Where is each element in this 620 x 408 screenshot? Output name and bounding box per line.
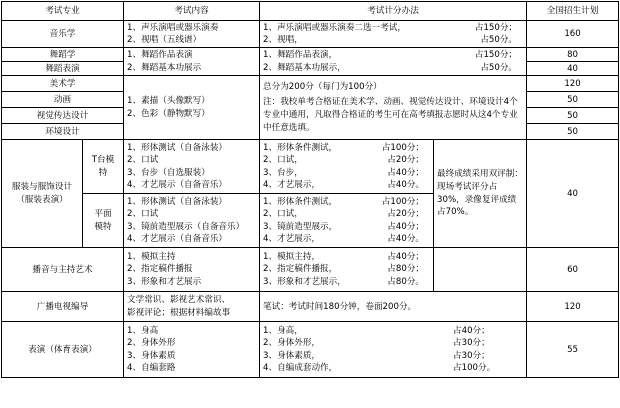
major-name: 舞蹈表演 — [2, 62, 124, 76]
major-name: 广播电视编导 — [2, 292, 124, 322]
quota-value: 120 — [527, 76, 619, 92]
quota-value: 40 — [527, 62, 619, 76]
scoring-method: 1、舞蹈作品表演， 占150分； 2、舞蹈基本功展示， 占50分。 — [260, 48, 527, 76]
scoring-method: 总分为200分（每门为100分） 注：我校单考合格证在美术学、动画、视觉传达设计、环境设计4个专业中通用，凡取得合格证的考生可在高考填报志愿时从这4个专业中任意选填。 — [260, 76, 527, 140]
sub-major-name: T台模特 — [83, 140, 124, 194]
major-name: 播音与主持艺术 — [2, 248, 124, 292]
scoring-method: 笔试：考试时间180分钟，卷面200分。 — [260, 292, 527, 322]
exam-content: 1、形体测试（自备泳装） 2、口试 3、镜前造型展示（自备音乐） 4、才艺展示（自备音乐） — [124, 194, 260, 248]
table-row — [2, 248, 619, 292]
scoring-method: 1、形体条件测试， 占100分； 2、口试， 占20分； 3、台步， 占40分； 4、才艺展示， 占40分。 — [260, 140, 434, 194]
final-score-note: 最终成绩采用双评制：现场考试评分占30%，录像复评成绩占70%。 — [434, 140, 527, 248]
table-row — [2, 322, 619, 378]
empty-cell — [434, 248, 527, 292]
table-row — [2, 292, 619, 322]
major-name: 表演（体育表演） — [2, 322, 124, 378]
scoring-method: 1、身高， 占40分； 2、身体外形， 占30分； 3、身体素质， 占30分； 4、自编成套动作， 占100分。 — [260, 322, 527, 378]
sub-major-name: 平面模特 — [83, 194, 124, 248]
scoring-method: 1、形体条件测试， 占100分； 2、口试， 占20分； 3、镜前造型展示， 占40分； 4、才艺展示， 占40分。 — [260, 194, 434, 248]
table-row — [2, 21, 619, 48]
admission-exam-table — [1, 1, 619, 378]
scoring-method: 1、声乐演唱或器乐演奏二选一考试， 占150分； 2、视唱， 占50分。 — [260, 21, 527, 48]
table-row — [2, 76, 619, 92]
table-row — [2, 48, 619, 62]
scoring-method: 1、模拟主持， 占40分； 2、指定稿件播报， 占80分； 3、形象和才艺展示， 占80分。 — [260, 248, 434, 292]
quota-value: 120 — [527, 292, 619, 322]
major-name: 视觉传达设计 — [2, 108, 124, 124]
major-name: 舞蹈学 — [2, 48, 124, 62]
quota-value: 60 — [527, 248, 619, 292]
exam-content: 1、舞蹈作品表演 2、舞蹈基本功展示 — [124, 48, 260, 76]
major-name: 环境设计 — [2, 124, 124, 140]
major-name: 服装与服饰设计（服装表演） — [2, 140, 83, 248]
quota-value: 50 — [527, 92, 619, 108]
table-row — [2, 140, 619, 194]
quota-value: 40 — [527, 140, 619, 248]
exam-content: 1、声乐演唱或器乐演奏 2、视唱（五线谱） — [124, 21, 260, 48]
major-name: 音乐学 — [2, 21, 124, 48]
quota-value: 50 — [527, 108, 619, 124]
major-name: 动画 — [2, 92, 124, 108]
header-row — [2, 2, 619, 21]
header-scoring: 考试计分办法 — [260, 2, 527, 21]
header-major: 考试专业 — [2, 2, 124, 21]
quota-value: 160 — [527, 21, 619, 48]
quota-value: 50 — [527, 124, 619, 140]
exam-content: 1、身高 2、身体外形 3、身体素质 4、自编套路 — [124, 322, 260, 378]
exam-content: 1、形体测试（自备泳装） 2、口试 3、台步（自选服装） 4、才艺展示（自备音乐） — [124, 140, 260, 194]
header-quota: 全国招生计划 — [527, 2, 619, 21]
exam-content: 1、模拟主持 2、指定稿件播报 3、形象和才艺展示 — [124, 248, 260, 292]
header-content: 考试内容 — [124, 2, 260, 21]
exam-content: 文学常识、影视艺术常识、 影视评论；根据材料编故事 — [124, 292, 260, 322]
exam-content: 1、素描（头像默写） 2、色彩（静物默写） — [124, 76, 260, 140]
quota-value: 80 — [527, 48, 619, 62]
major-name: 美术学 — [2, 76, 124, 92]
quota-value: 55 — [527, 322, 619, 378]
